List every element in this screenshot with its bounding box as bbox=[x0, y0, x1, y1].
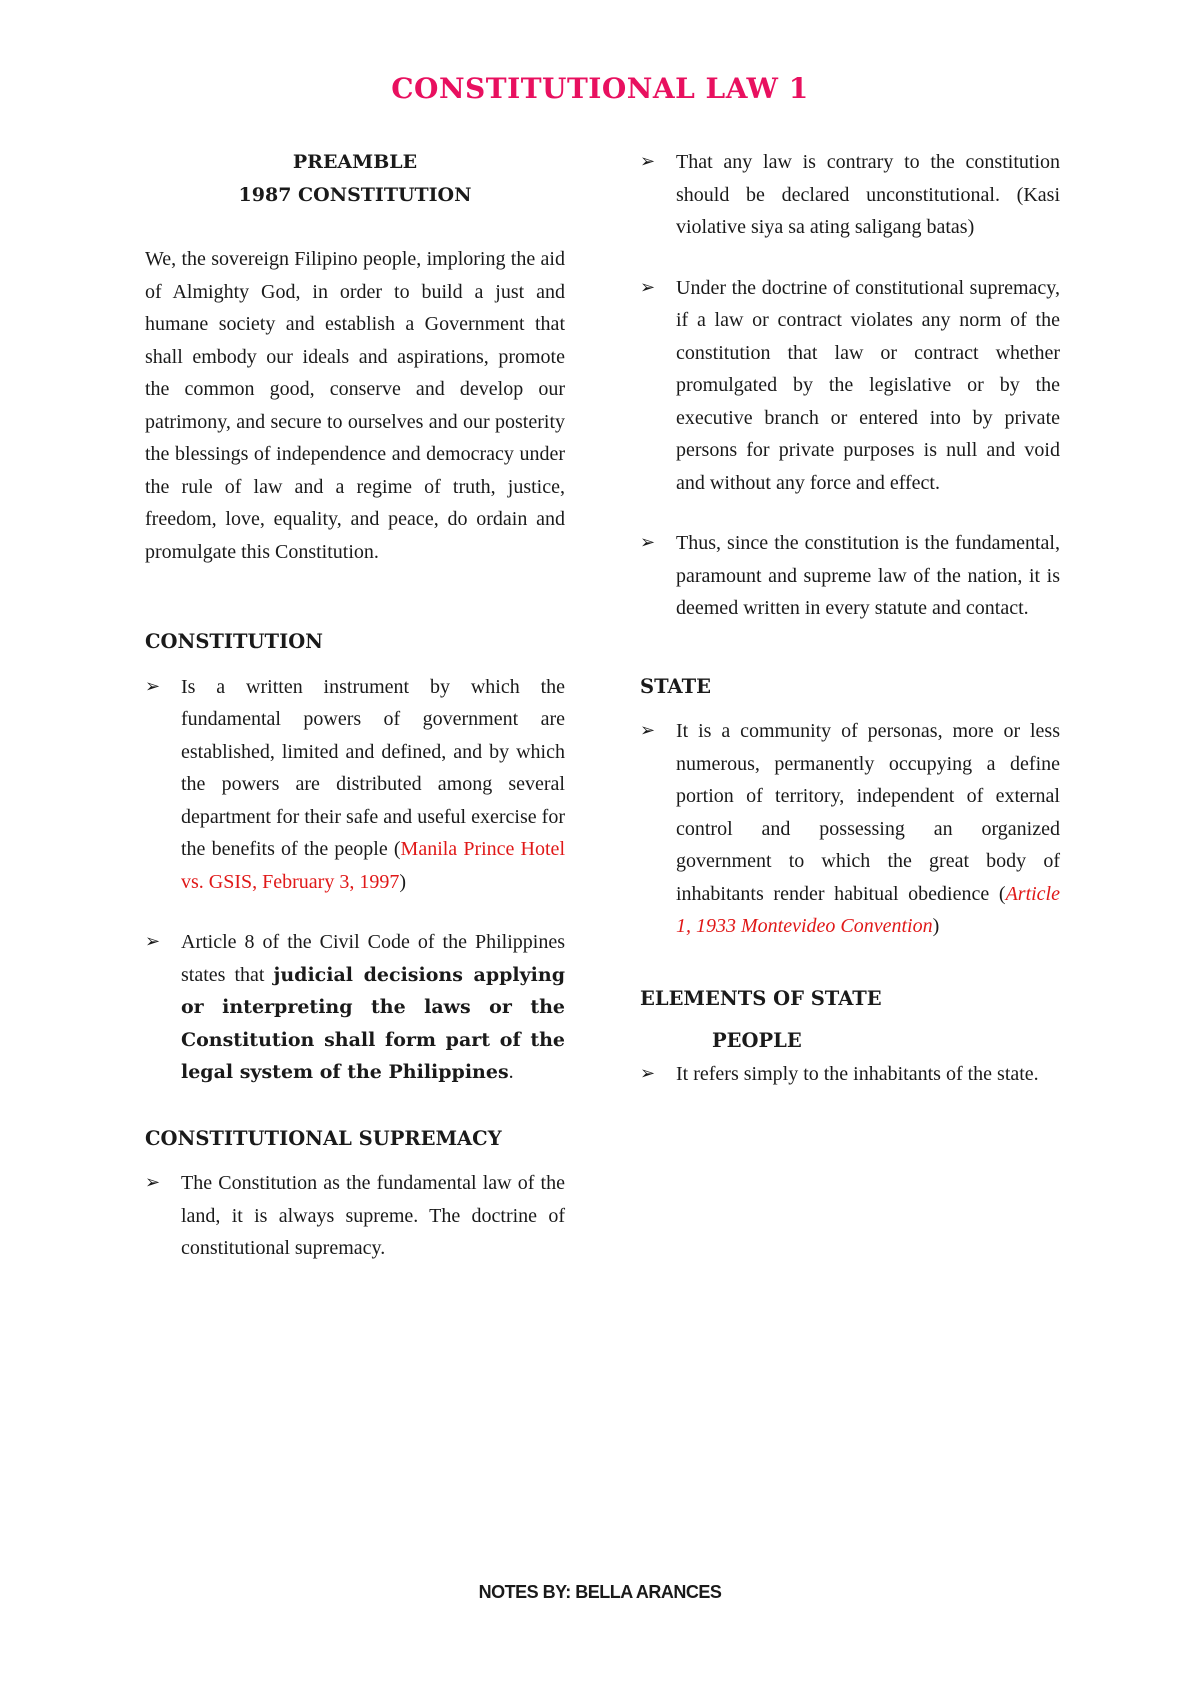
document-title: CONSTITUTIONAL LAW 1 bbox=[391, 72, 809, 105]
supremacy-heading: CONSTITUTIONAL SUPREMACY bbox=[145, 1126, 502, 1150]
left-column bbox=[145, 146, 565, 1265]
bullet-text: That any law is contrary to the constitution should be declared unconstitutional. (Kasi violative siya sa ating saligang batas) bbox=[676, 151, 1060, 238]
list-item bbox=[640, 1058, 1060, 1091]
right-column bbox=[640, 146, 1060, 1090]
state-heading: STATE bbox=[640, 674, 711, 698]
bullet-text: The Constitution as the fundamental law of the land, it is always supreme. The doctrine of constitutional supremacy. bbox=[181, 1172, 565, 1259]
list-item bbox=[640, 715, 1060, 943]
list-item bbox=[640, 272, 1060, 500]
bullet-text: It refers simply to the inhabitants of the state. bbox=[676, 1062, 1039, 1085]
bullet-text: It is a community of personas, more or less numerous, permanently occupying a define portion of territory, independent of external control and possessing an organized government to which the great body of inhabitants render habitual obedience (Article 1, 1933 Montevideo Convention) bbox=[676, 720, 1060, 937]
bullet-text: Under the doctrine of constitutional supremacy, if a law or contract violates any norm of the constitution that law or contract whether promulgated by the legislative or by the executive branch or entered into by private persons for private purposes is null and void and without any force and effect. bbox=[676, 276, 1060, 494]
list-item bbox=[640, 146, 1060, 244]
people-heading: PEOPLE bbox=[712, 1029, 802, 1052]
arrowhead-bullet-icon: ➢ bbox=[640, 276, 656, 298]
arrowhead-bullet-icon: ➢ bbox=[640, 720, 656, 741]
arrowhead-bullet-icon: ➢ bbox=[640, 151, 656, 172]
list-item bbox=[145, 1167, 565, 1265]
arrowhead-bullet-icon: ➢ bbox=[640, 532, 656, 553]
list-item bbox=[640, 527, 1060, 625]
list-item bbox=[145, 671, 565, 899]
preamble-heading: PREAMBLE bbox=[292, 151, 418, 173]
bullet-text: Article 8 of the Civil Code of the Philippines states that judicial decisions applying or interpreting the laws or the Constitution shall form part of the legal system of the Philippines. bbox=[181, 931, 565, 1083]
footer-notes: NOTES BY: BELLA ARANCES bbox=[478, 1582, 722, 1602]
preamble-subheading: 1987 CONSTITUTION bbox=[238, 183, 472, 206]
elements-heading: ELEMENTS OF STATE bbox=[640, 986, 882, 1010]
arrowhead-bullet-icon: ➢ bbox=[145, 675, 161, 697]
list-item bbox=[145, 926, 565, 1089]
preamble-text: We, the sovereign Filipino people, imploring the aid of Almighty God, in order to build a just and humane society and establish a Government that shall embody our ideals and aspirations, promote the common good, conserve and develop our patrimony, and secure to ourselves and our posterity the blessings of independence and democracy under the rule of law and a regime of truth, justice, freedom, love, equality, and peace, do ordain and promulgate this Constitution. bbox=[145, 248, 565, 563]
case-citation: Manila Prince Hotel vs. GSIS, February 3, 1997 bbox=[181, 838, 565, 893]
constitution-heading: CONSTITUTION bbox=[145, 630, 324, 653]
arrowhead-bullet-icon: ➢ bbox=[640, 1062, 656, 1084]
arrowhead-bullet-icon: ➢ bbox=[145, 931, 161, 952]
bullet-text: Thus, since the constitution is the fundamental, paramount and supreme law of the nation, it is deemed written in every statute and contact. bbox=[676, 532, 1060, 619]
emphasized-text: judicial decisions applying or interpreting the laws or the Constitution shall form part of the legal system of the Philippines bbox=[181, 963, 565, 1083]
arrowhead-bullet-icon: ➢ bbox=[145, 1172, 161, 1193]
bullet-text: Is a written instrument by which the fundamental powers of government are established, limited and defined, and by which the powers are distributed among several department for their safe and useful exercise for the benefits of the people (Manila Prince Hotel vs. GSIS, February 3, 1997) bbox=[181, 675, 565, 893]
case-citation: Article 1, 1933 Montevideo Convention bbox=[676, 882, 1060, 937]
